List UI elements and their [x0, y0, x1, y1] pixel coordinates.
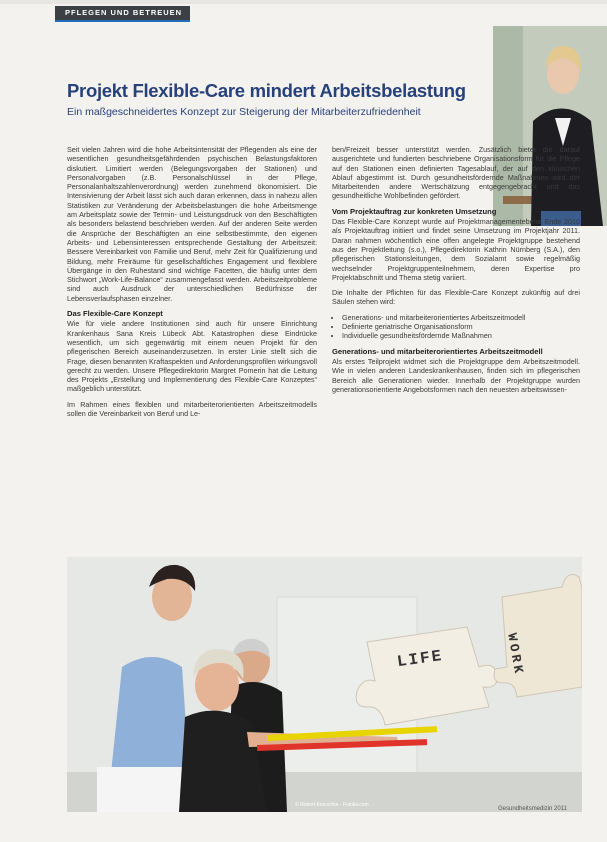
list-item: • Generations- und mitarbeiterorientiertes Arbeitszeitmodell: [342, 313, 580, 322]
photo-credit: © Robert Kneschke - Fotolia.com: [295, 802, 369, 808]
puzzle-text-work: WORK: [504, 632, 527, 678]
right-column: [332, 145, 580, 400]
page-footer: Gesundheitsmedizin 2011: [498, 806, 567, 812]
main-photo: [67, 557, 582, 812]
puzzle-text-life: LIFE: [395, 646, 445, 672]
paragraph: ben/Freizeit besser unterstützt werden. Zusätzlich bietet die darauf ausgerichtete und fundierten beschriebene Organisationsform für die Pflege auf den Stationen einen definierten Tagesablauf, der auf den klinischen Ablauf abgestimmt ist. Durch gesundheitsfördernde Maßnahmen wird der Mitarbeitenden andere Wertschätzung entgegengebracht und das gesundheitliche Wohlbefinden gefördert.: [332, 145, 580, 201]
article-title: Projekt Flexible-Care mindert Arbeitsbelastung: [67, 80, 466, 101]
list-item: • Individuelle gesundheitsfördernde Maßnahmen: [342, 331, 580, 340]
section-heading: Das Flexible-Care Konzept: [67, 309, 163, 319]
top-rule: [0, 0, 607, 4]
paragraph: Seit vielen Jahren wird die hohe Arbeitsintensität der Pflegenden als eine der wesentlichen gesundheitsgefährdenden psychischen Belastungsfaktoren diskutiert. Limitiert werden (Belegungsvorgaben der Stationen) und Personalvorgaben (z.B. Personalschlüssel in der Pflege, Personalanhaltszahlenverordnung) werden zunehmend ökonomisiert. Die Intensivierung der Arbeit lässt sich auch daran erkennen, dass in nahezu allen Statistiken zur Veränderung der Arbeitsbelastungen die hohe Arbeitsmenge am Arbeitsplatz sowie der Termin- und Leistungsdruck von den Beschäftigten als besonders belastend beschrieben werden. Auf der anderen Seite werden die Ansprüche der Beschäftigten an eine selbstbestimmte, den eigenen Arbeits- und Lebensinteressen entsprechende Gestaltung der Arbeitszeit: Bessere Vereinbarkeit von Familie und Beruf, mehr Zeit für Qualifizierung und Bildung, mehr Freiräume für gesellschaftliches Engagement und flexiblere Übergänge in den Ruhestand sind wichtige Facetten, die häufig unter dem Stichwort „Work-Life-Balance“ zusammengefasst werden. Arbeitszeitprobleme sind auch Ausdruck der unterschiedlichen Bedürfnisse der Lebensverlaufsphasen einzelner.: [67, 145, 317, 303]
section-heading: Vom Projektauftrag zur konkreten Umsetzung: [332, 206, 497, 216]
paragraph: Die Inhalte der Pflichten für das Flexible-Care Konzept zukünftig auf drei Säulen stehen wird:: [332, 288, 580, 307]
paragraph: Als erstes Teilprojekt widmet sich die Projektgruppe dem Arbeitszeitmodell. Wie in vielen anderen Landeskrankenhausen, finden sich im pflegerischen Bereich alle Generationen wieder. Innerhalb der Projektgruppe wurden generationsorientierte Angebotsformen nach den neuesten arbeitswissen-: [332, 356, 580, 394]
list-item: • Definierte geriatrische Organisationsform: [342, 322, 580, 331]
section-heading: Generations- und mitarbeiterorientiertes Arbeitszeitmodell: [332, 346, 543, 356]
pillar-list: [332, 313, 580, 341]
left-column: [67, 145, 317, 424]
section-accent-rule: [55, 20, 190, 22]
paragraph: Im Rahmen eines flexiblen und mitarbeiterorientierten Arbeitszeitmodells sollen die Vereinbarkeit von Beruf und Le-: [67, 399, 317, 419]
paragraph: Wie für viele andere Institutionen sind auch für unsere Einrichtung Krankenhaus Sana Kreis Lübeck Abt. Katastrophen diese Eindrücke wesentlich, um sich gegenwärtig mit einem neuen Projekt für den pflegerischen Bereich auseinanderzusetzen. In erster Linie stellt sich die Frage, diesen benannten Kraftaspekten und Anforderungsprofilen wirkungsvoll gerecht zu werden. Unsere Pflegedirektorin Margret Pomerin hat die Leitung des Projekts „Erstellung und Implementierung des Flexible-Care Konzeptes“ maßgeblich unterstützt.: [67, 319, 317, 394]
article-subtitle: Ein maßgeschneidertes Konzept zur Steigerung der Mitarbeiterzufriedenheit: [67, 106, 421, 118]
paragraph: Das Flexible-Care Konzept wurde auf Projektmanagementebene Ende 2010 als Projektauftrag initiiert und findet seine Umsetzung im Projektjahr 2011. Daran nahmen wöchentlich eine offen angelegte Projektgruppe bestehend aus der Projektleitung (s.o.), Pflegedirektorin Kathrin Nürnberg (S.A.), den pflegerischen Stationsleitungen, dem Sozialamt sowie regelmäßig wechselnder Projektgruppenteilnehmern, deren Expertise pro Projektabschnitt und Thema stetig variiert.: [332, 217, 580, 282]
section-label: PFLEGEN UND BETREUEN: [55, 6, 190, 20]
exercise-illustration: [67, 557, 582, 812]
